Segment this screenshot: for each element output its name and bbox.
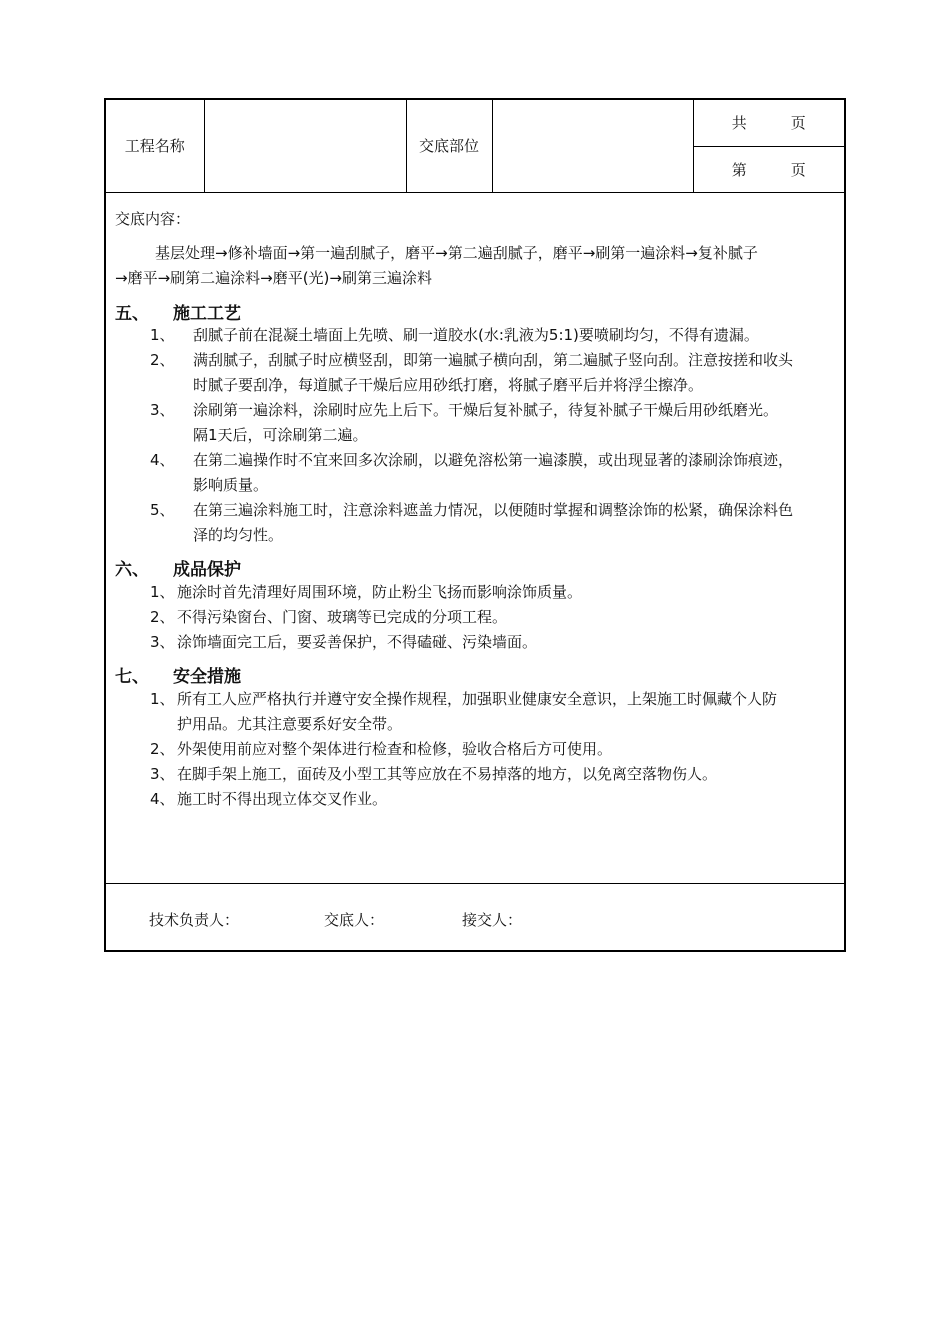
- item-text-line: 满刮腻子，刮腻子时应横竖刮，即第一遍腻子横向刮，第二遍腻子竖向刮。注意按搓和收头: [193, 351, 794, 369]
- item-number: 4、: [150, 790, 175, 808]
- disclosure-content: [106, 192, 844, 882]
- discloser-signature-label: 交底人：: [324, 911, 385, 929]
- item-text-line: 护用品。尤其注意要系好安全带。: [177, 715, 403, 733]
- section-7-number: 七、: [115, 667, 149, 687]
- project-name-field[interactable]: [204, 100, 406, 192]
- item-number: 2、: [150, 351, 175, 369]
- receiver-signature-label: 接交人：: [462, 911, 523, 929]
- total-pages-prefix: 共: [731, 114, 747, 133]
- item-text-line: 施涂时首先清理好周围环境，防止粉尘飞扬而影响涂饰质量。: [177, 583, 583, 601]
- item-text-line: 在脚手架上施工，面砖及小型工其等应放在不易掉落的地方，以免离空落物伤人。: [177, 765, 718, 783]
- section-6-number: 六、: [115, 560, 149, 580]
- item-number: 3、: [150, 401, 175, 419]
- item-number: 2、: [150, 608, 175, 626]
- section-5-number: 五、: [115, 304, 149, 324]
- disclosure-form: [104, 98, 846, 952]
- project-name-label: 工程名称: [106, 100, 204, 192]
- location-label: 交底部位: [406, 100, 492, 192]
- item-text-line: 刮腻子前在混凝土墙面上先喷、刷一道胶水(水:乳液为5:1)要喷刷均匀，不得有遗漏。: [193, 326, 759, 344]
- total-pages-suffix: 页: [790, 114, 806, 133]
- item-text-line: 所有工人应严格执行并遵守安全操作规程，加强职业健康安全意识，上架施工时佩藏个人防: [177, 690, 778, 708]
- item-text-line: 涂刷第一遍涂料，涂刷时应先上后下。干燥后复补腻子，待复补腻子干燥后用砂纸磨光。: [193, 401, 779, 419]
- item-text-line: 时腻子要刮净，每道腻子干燥后应用砂纸打磨，将腻子磨平后并将浮尘擦净。: [193, 376, 704, 394]
- intro-label: 交底内容：: [115, 210, 191, 228]
- item-text-line: 不得污染窗台、门窗、玻璃等已完成的分项工程。: [177, 608, 508, 626]
- item-number: 1、: [150, 690, 175, 708]
- form-header: [106, 100, 844, 193]
- item-text-line: 外架使用前应对整个架体进行检查和检修，验收合格后方可使用。: [177, 740, 613, 758]
- page-no-cell: [693, 146, 844, 192]
- item-text-line: 影响质量。: [193, 476, 269, 494]
- section-5-title: 施工工艺: [173, 304, 241, 324]
- total-pages-cell: [693, 100, 844, 146]
- section-7-title: 安全措施: [173, 667, 241, 687]
- item-number: 3、: [150, 633, 175, 651]
- process-flow-line-1: 基层处理→修补墙面→第一遍刮腻子，磨平→第二遍刮腻子，磨平→刷第一遍涂料→复补腻子: [155, 244, 758, 262]
- tech-lead-signature-label: 技术负责人：: [149, 911, 240, 929]
- item-text-line: 泽的均匀性。: [193, 526, 284, 544]
- item-text-line: 在第三遍涂料施工时，注意涂料遮盖力情况，以便随时掌握和调整涂饰的松紧，确保涂料色: [193, 501, 794, 519]
- page-no-prefix: 第: [731, 160, 747, 179]
- item-number: 1、: [150, 583, 175, 601]
- process-flow-line-2: →磨平→刷第二遍涂料→磨平(光)→刷第三遍涂料: [115, 269, 432, 287]
- location-field[interactable]: [492, 100, 693, 192]
- item-number: 3、: [150, 765, 175, 783]
- signature-row: [106, 883, 844, 951]
- section-6-title: 成品保护: [173, 560, 241, 580]
- item-text-line: 涂饰墙面完工后，要妥善保护，不得磕碰、污染墙面。: [177, 633, 538, 651]
- item-number: 2、: [150, 740, 175, 758]
- item-number: 4、: [150, 451, 175, 469]
- item-number: 5、: [150, 501, 175, 519]
- item-text-line: 施工时不得出现立体交叉作业。: [177, 790, 388, 808]
- page-no-suffix: 页: [790, 160, 806, 179]
- item-text-line: 在第二遍操作时不宜来回多次涂刷，以避免溶松第一遍漆膜，或出现显著的漆刷涂饰痕迹，: [193, 451, 794, 469]
- item-number: 1、: [150, 326, 175, 344]
- item-text-line: 隔1天后，可涂刷第二遍。: [193, 426, 368, 444]
